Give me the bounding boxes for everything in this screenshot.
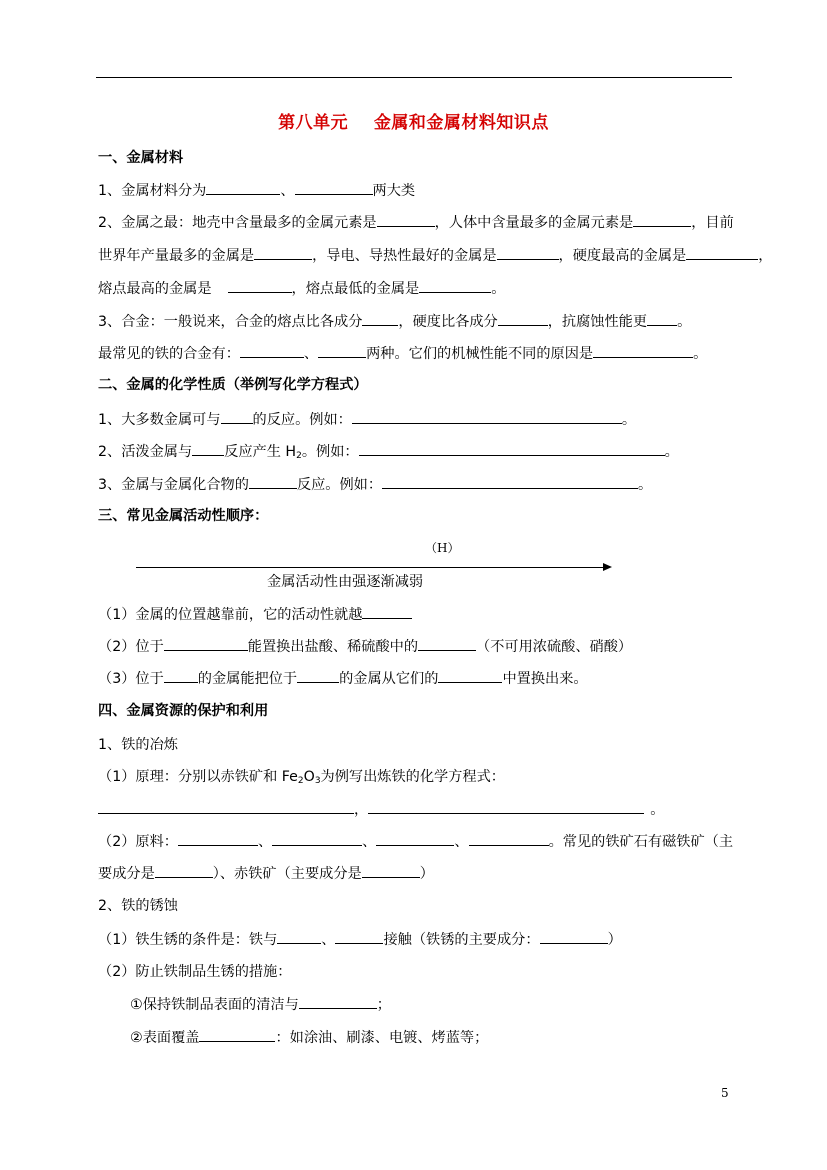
s2-line-1: 1、大多数金属可与 的反应。例如： 。 [98, 409, 636, 430]
blank[interactable] [318, 343, 366, 358]
s4-line-5: （1）铁生锈的条件是：铁与 、 接触（铁锈的主要成分： ） [98, 929, 622, 950]
blank[interactable] [249, 474, 297, 489]
blank[interactable] [254, 245, 312, 260]
blank[interactable] [199, 1027, 275, 1042]
s4-line-4: 要成分是 ）、赤铁矿（主要成分是 ） [98, 863, 434, 884]
blank[interactable] [362, 311, 398, 326]
blank[interactable] [98, 799, 354, 814]
blank[interactable] [228, 278, 292, 293]
hydrogen-label: （H） [425, 541, 460, 555]
blank[interactable] [192, 441, 224, 456]
blank[interactable] [299, 994, 377, 1009]
s3-line-2: （2）位于 能置换出盐酸、稀硫酸中的 （不可用浓硫酸、硝酸） [98, 636, 632, 657]
blank[interactable] [362, 604, 412, 619]
s1-line-1: 1、金属材料分为 、 两大类 [98, 180, 415, 201]
blank[interactable] [295, 180, 373, 195]
s4-line-2: ， 。 [98, 799, 664, 820]
s3-line-1: （1）金属的位置越靠前，它的活动性就越 [98, 604, 412, 625]
blank[interactable] [297, 668, 339, 683]
s2-line-3: 3、金属与金属化合物的 反应。例如： 。 [98, 474, 652, 495]
blank[interactable] [164, 636, 248, 651]
blank[interactable] [155, 863, 213, 878]
blank[interactable] [359, 441, 665, 456]
s1-line-3: 世界年产量最多的金属是 ，导电、导热性最好的金属是 ，硬度最高的金属是 ， [98, 245, 772, 266]
s4-line-7: ①保持铁制品表面的清洁与 ； [130, 994, 391, 1015]
blank[interactable] [206, 180, 280, 195]
blank[interactable] [540, 929, 608, 944]
blank[interactable] [164, 668, 198, 683]
blank[interactable] [352, 409, 622, 424]
blank[interactable] [382, 474, 638, 489]
blank[interactable] [686, 245, 758, 260]
s3-line-3: （3）位于 的金属能把位于 的金属从它们的 中置换出来。 [98, 668, 588, 689]
s2-line-2: 2、活泼金属与 反应产生 $H_2$。例如： 。 [98, 441, 679, 466]
s1-line-2: 2、金属之最：地壳中含量最多的金属元素是 ，人体中含量最多的金属元素是 ，目前 [98, 212, 734, 233]
blank[interactable] [335, 929, 383, 944]
blank[interactable] [221, 409, 253, 424]
s1-line-4: 熔点最高的金属是 ，熔点最低的金属是 。 [98, 278, 505, 299]
blank[interactable] [240, 343, 304, 358]
s1-line-6: 最常见的铁的合金有： 、 两种。它们的机械性能不同的原因是 。 [98, 343, 707, 364]
arrow-head-icon [603, 563, 612, 571]
blank[interactable] [178, 831, 258, 846]
blank[interactable] [377, 212, 435, 227]
arrow-caption: 金属活动性由强逐渐减弱 [267, 574, 424, 590]
section-1-heading: 一、金属材料 [98, 150, 184, 166]
header-rule [96, 77, 732, 78]
blank[interactable] [368, 799, 644, 814]
s1-line-5: 3、合金：一般说来，合金的熔点比各成分 ，硬度比各成分 ，抗腐蚀性能更 。 [98, 311, 691, 332]
page-title: 第八单元 金属和金属材料知识点 [278, 113, 549, 133]
blank[interactable] [633, 212, 691, 227]
blank[interactable] [272, 831, 362, 846]
blank[interactable] [438, 668, 502, 683]
blank[interactable] [277, 929, 321, 944]
blank[interactable] [498, 311, 548, 326]
blank[interactable] [419, 278, 491, 293]
blank[interactable] [362, 863, 420, 878]
page-number: 5 [721, 1086, 729, 1100]
blank[interactable] [376, 831, 454, 846]
section-4-heading: 四、金属资源的保护和利用 [98, 703, 269, 719]
blank[interactable] [418, 636, 476, 651]
blank[interactable] [593, 343, 693, 358]
s4-line-6: （2）防止铁制品生锈的措施： [98, 964, 292, 980]
blank[interactable] [647, 311, 677, 326]
s4-line-8: ②表面覆盖 ：如涂油、刷漆、电镀、烤蓝等； [130, 1027, 488, 1048]
blank[interactable] [497, 245, 559, 260]
blank[interactable] [469, 831, 549, 846]
s4-line-1: （1）原理：分别以赤铁矿和 $Fe_2O_3$为例写出炼铁的化学方程式： [98, 769, 505, 786]
s4-sub-2: 2、铁的锈蚀 [98, 898, 178, 914]
s4-line-3: （2）原料： 、 、 、 。常见的铁矿石有磁铁矿（主 [98, 831, 733, 852]
section-3-heading: 三、常见金属活动性顺序： [98, 508, 269, 524]
arrow-line [136, 567, 604, 568]
s4-sub-1: 1、铁的冶炼 [98, 737, 178, 753]
section-2-heading: 二、金属的化学性质（举例写化学方程式） [98, 377, 368, 393]
